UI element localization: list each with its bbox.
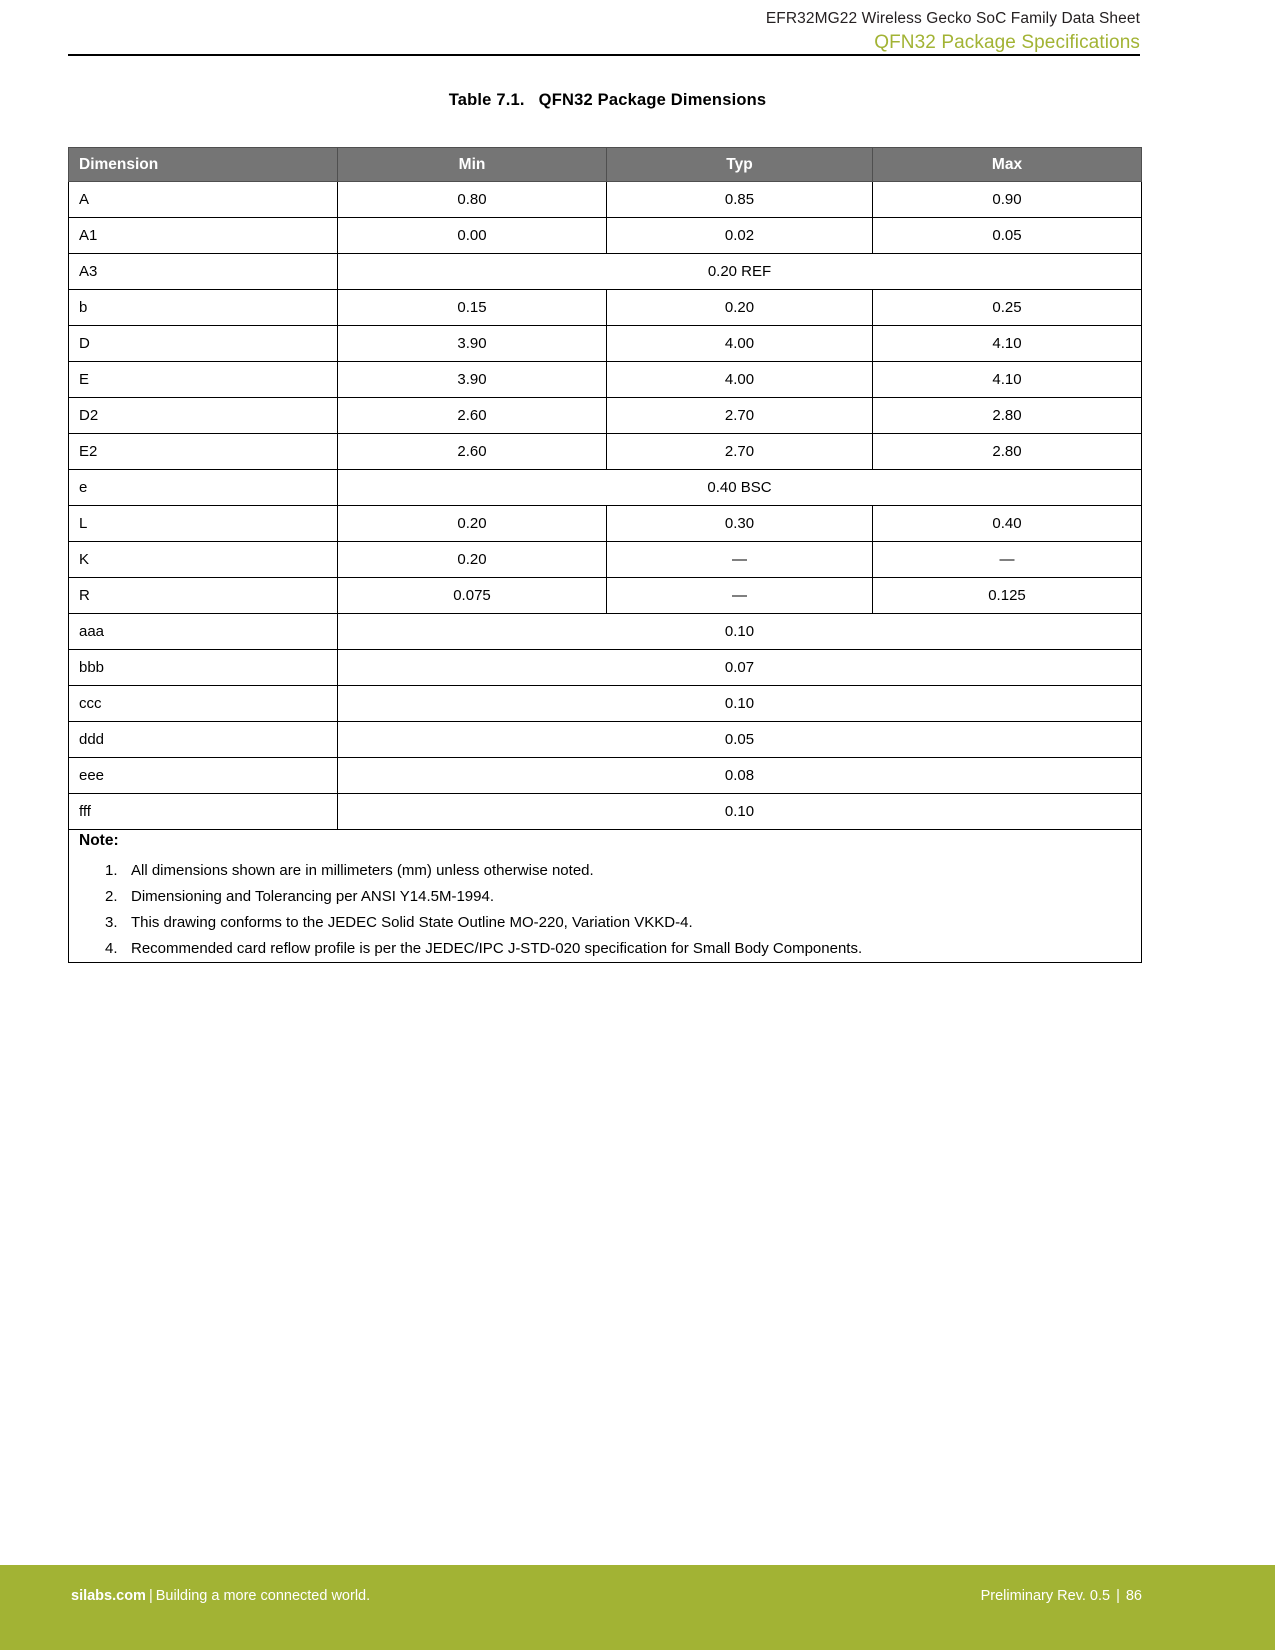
table-caption [0,91,1215,110]
cell-dimension: E [69,362,338,398]
cell-typ: 0.20 [607,290,873,326]
table-row [69,578,1142,614]
cell-value-span: 0.20 REF [338,254,1142,290]
cell-dimension: L [69,506,338,542]
cell-max: 4.10 [873,326,1142,362]
table-row [69,254,1142,290]
cell-dimension: R [69,578,338,614]
section-title: QFN32 Package Specifications [874,32,1140,53]
table-row [69,434,1142,470]
cell-typ: 0.02 [607,218,873,254]
cell-value-span: 0.05 [338,722,1142,758]
cell-min: 0.20 [338,542,607,578]
cell-min: 3.90 [338,362,607,398]
cell-dimension: ddd [69,722,338,758]
cell-typ: 0.85 [607,182,873,218]
cell-max: 0.40 [873,506,1142,542]
cell-min: 0.20 [338,506,607,542]
column-header-max: Max [873,148,1142,182]
package-dimensions-table-container [68,147,1141,963]
footer-tagline: Building a more connected world. [155,1588,371,1604]
notes-row [69,830,1142,963]
cell-typ: — [607,542,873,578]
cell-value-span: 0.08 [338,758,1142,794]
cell-typ: 2.70 [607,398,873,434]
table-header [69,148,1142,182]
table-row [69,398,1142,434]
package-dimensions-table [68,147,1142,963]
cell-dimension: aaa [69,614,338,650]
cell-max: 0.25 [873,290,1142,326]
cell-typ: 2.70 [607,434,873,470]
cell-value-span: 0.10 [338,794,1142,830]
cell-dimension: fff [69,794,338,830]
column-header-dimension: Dimension [69,148,338,182]
table-row [69,218,1142,254]
cell-max: 0.05 [873,218,1142,254]
table-row [69,326,1142,362]
note-item: Dimensioning and Tolerancing per ANSI Y14.5M-1994. [131,888,495,905]
cell-dimension: b [69,290,338,326]
footer-revision-block [981,1588,1142,1604]
cell-max: 2.80 [873,398,1142,434]
cell-dimension: eee [69,758,338,794]
table-number: Table 7.1. [448,91,525,109]
column-header-typ: Typ [607,148,873,182]
footer-page-separator: | [1116,1588,1120,1604]
cell-typ: 4.00 [607,326,873,362]
cell-min: 0.00 [338,218,607,254]
cell-dimension: A1 [69,218,338,254]
footer-brand-block [71,1588,370,1604]
cell-max: 2.80 [873,434,1142,470]
cell-dimension: E2 [69,434,338,470]
cell-min: 2.60 [338,398,607,434]
table-footer [69,830,1142,963]
table-row [69,686,1142,722]
table-row [69,794,1142,830]
cell-dimension: e [69,470,338,506]
cell-value-span: 0.10 [338,686,1142,722]
cell-value-span: 0.40 BSC [338,470,1142,506]
notes-list [79,858,1131,962]
cell-value-span: 0.07 [338,650,1142,686]
table-body [69,182,1142,830]
table-row [69,650,1142,686]
cell-min: 3.90 [338,326,607,362]
cell-typ: — [607,578,873,614]
cell-typ: 4.00 [607,362,873,398]
cell-dimension: ccc [69,686,338,722]
cell-min: 0.15 [338,290,607,326]
cell-dimension: A3 [69,254,338,290]
page-header [0,0,1275,56]
footer-page-number: 86 [1125,1588,1142,1604]
notes-title: Note: [79,832,119,849]
cell-min: 0.80 [338,182,607,218]
cell-max: — [873,542,1142,578]
notes-block [69,830,1142,963]
cell-dimension: bbb [69,650,338,686]
table-row [69,722,1142,758]
cell-dimension: D2 [69,398,338,434]
cell-typ: 0.30 [607,506,873,542]
footer-revision: Preliminary Rev. 0.5 [980,1588,1111,1604]
cell-min: 0.075 [338,578,607,614]
footer-separator: | [148,1588,153,1604]
note-item: All dimensions shown are in millimeters (mm) unless otherwise noted. [131,862,594,879]
table-row [69,290,1142,326]
note-item: Recommended card reflow profile is per the JEDEC/IPC J-STD-020 specification for Small Body Components. [131,940,863,957]
page-footer [0,1565,1275,1650]
cell-max: 4.10 [873,362,1142,398]
footer-brand-link[interactable]: silabs.com [71,1588,146,1604]
header-divider [68,54,1140,56]
note-item: This drawing conforms to the JEDEC Solid State Outline MO-220, Variation VKKD-4. [131,914,693,931]
table-header-row [69,148,1142,182]
table-row [69,542,1142,578]
table-row [69,758,1142,794]
cell-max: 0.90 [873,182,1142,218]
cell-dimension: D [69,326,338,362]
table-title: QFN32 Package Dimensions [538,91,767,109]
cell-dimension: K [69,542,338,578]
table-row [69,614,1142,650]
table-row [69,182,1142,218]
table-row [69,362,1142,398]
document-title: EFR32MG22 Wireless Gecko SoC Family Data Sheet [765,10,1140,27]
cell-value-span: 0.10 [338,614,1142,650]
column-header-min: Min [338,148,607,182]
cell-max: 0.125 [873,578,1142,614]
table-row [69,470,1142,506]
table-row [69,506,1142,542]
cell-min: 2.60 [338,434,607,470]
cell-dimension: A [69,182,338,218]
